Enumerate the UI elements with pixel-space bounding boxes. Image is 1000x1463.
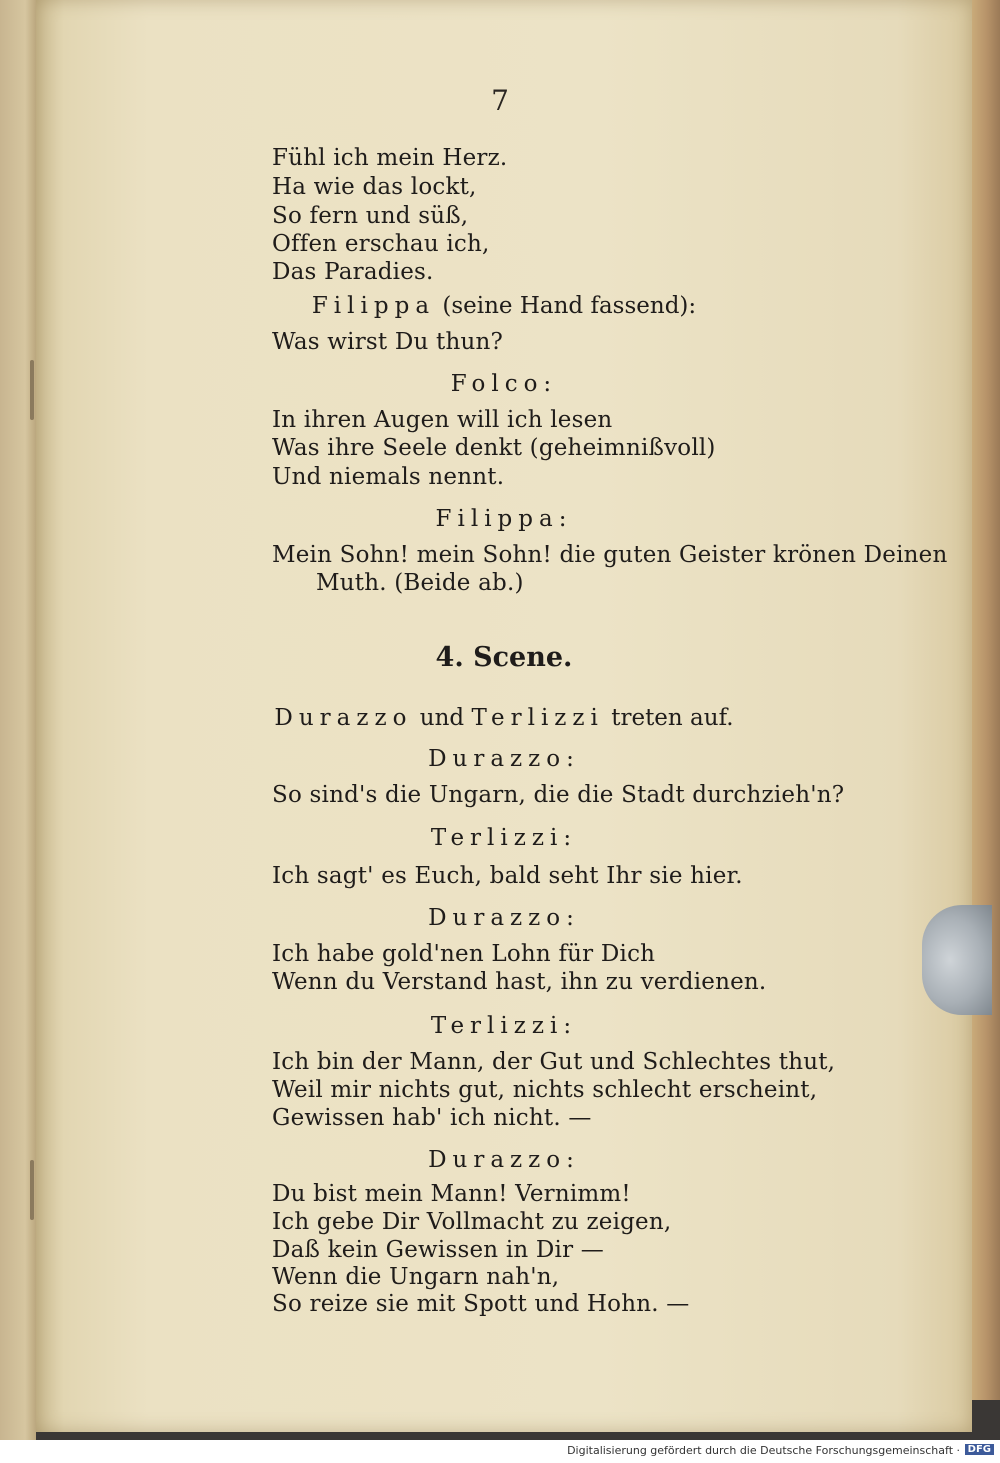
page-number: 7	[491, 84, 509, 117]
speaker-name: Durazzo:	[428, 1147, 580, 1173]
stage-text: und	[412, 705, 472, 731]
binding-stitch	[30, 360, 34, 420]
dialogue-line: So sind's die Ungarn, die die Stadt durchzieh'n?	[272, 782, 845, 808]
dfg-logo: DFG	[965, 1444, 994, 1455]
dialogue-line: Daß kein Gewissen in Dir —	[272, 1237, 605, 1263]
stage-text: treten auf.	[603, 705, 734, 731]
dialogue-line: Ich bin der Mann, der Gut und Schlechtes thut,	[272, 1049, 836, 1075]
book-binding	[0, 0, 36, 1440]
dialogue-line: Und niemals nennt.	[272, 464, 505, 490]
verse-line: Fühl ich mein Herz.	[272, 145, 508, 171]
binding-stitch	[30, 1160, 34, 1220]
dialogue-line: Ich habe gold'nen Lohn für Dich	[272, 941, 656, 967]
dialogue-line: Mein Sohn! mein Sohn! die guten Geister krönen Deinen	[272, 542, 948, 568]
speaker-name: Terlizzi:	[430, 825, 578, 851]
dialogue-line: Wenn die Ungarn nah'n,	[272, 1264, 560, 1290]
dialogue-line: In ihren Augen will ich lesen	[272, 407, 613, 433]
speaker-name: Durazzo:	[428, 905, 580, 931]
character-name: Durazzo	[274, 705, 413, 731]
speaker-name: Folco:	[450, 371, 558, 397]
footer-bar	[0, 1440, 1000, 1463]
dialogue-line: Ich sagt' es Euch, bald seht Ihr sie hier.	[272, 863, 743, 889]
speaker-heading	[36, 292, 972, 320]
stage-direction: (seine Hand fassend):	[435, 293, 697, 319]
footer-credit: Digitalisierung gefördert durch die Deutsche Forschungsgemeinschaft ·	[567, 1444, 960, 1457]
dialogue-line: Gewissen hab' ich nicht. —	[272, 1105, 592, 1131]
character-name: Terlizzi	[471, 705, 604, 731]
page-edge	[972, 0, 1000, 1400]
verse-line: Das Paradies.	[272, 259, 434, 285]
speaker-name: Filippa	[311, 293, 436, 319]
dialogue-line: Ich gebe Dir Vollmacht zu zeigen,	[272, 1209, 672, 1235]
scene-heading: 4. Scene.	[435, 642, 573, 673]
dialogue-line: Wenn du Verstand hast, ihn zu verdienen.	[272, 969, 767, 995]
dialogue-line: So reize sie mit Spott und Hohn. —	[272, 1291, 690, 1317]
stage-direction	[36, 704, 972, 732]
dialogue-line: Was wirst Du thun?	[272, 329, 504, 355]
verse-line: Offen erschau ich,	[272, 231, 490, 257]
verse-line: So fern und süß,	[272, 203, 469, 229]
verse-line: Ha wie das lockt,	[272, 174, 477, 200]
thumb-on-page	[922, 905, 992, 1015]
speaker-name: Terlizzi:	[430, 1013, 578, 1039]
dialogue-line: Weil mir nichts gut, nichts schlecht erscheint,	[272, 1077, 818, 1103]
dialogue-line: Muth. (Beide ab.)	[316, 570, 524, 596]
dialogue-line: Was ihre Seele denkt (geheimnißvoll)	[272, 435, 716, 461]
dialogue-line: Du bist mein Mann! Vernimm!	[272, 1181, 631, 1207]
speaker-name: Filippa:	[435, 506, 573, 532]
speaker-name: Durazzo:	[428, 746, 580, 772]
